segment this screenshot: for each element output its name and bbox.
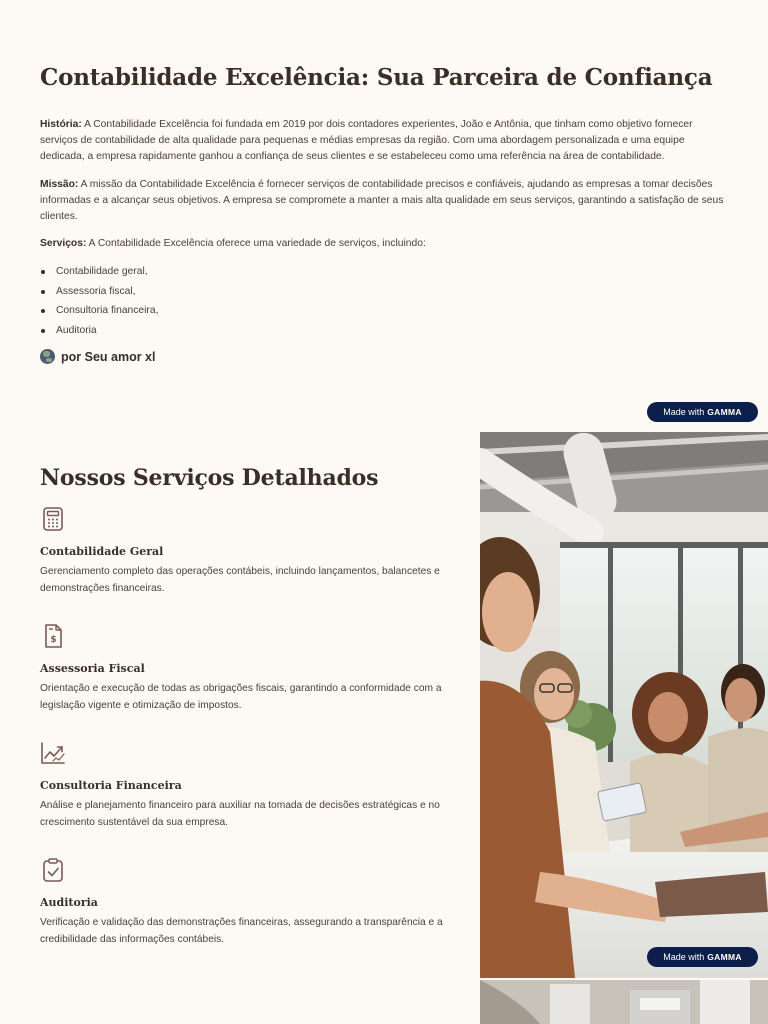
service-description: Verificação e validação das demonstrações financeiras, assegurando a transparência e a credibilidade das informações contábeis. bbox=[40, 917, 443, 945]
badge-brand: GAMMA bbox=[707, 952, 742, 962]
service-name: Contabilidade Geral bbox=[40, 545, 164, 558]
globe-icon bbox=[40, 349, 55, 364]
service-item-consultoria-financeira bbox=[40, 740, 445, 831]
mission-label: Missão: bbox=[40, 179, 79, 190]
badge-brand: GAMMA bbox=[707, 407, 742, 417]
mission-paragraph bbox=[40, 177, 730, 225]
services-text: A Contabilidade Excelência oferece uma variedade de serviços, incluindo: bbox=[86, 238, 426, 249]
service-description: Gerenciamento completo das operações contábeis, incluindo lançamentos, balancetes e demonstrações financeiras. bbox=[40, 566, 440, 594]
signature-text: por Seu amor xl bbox=[61, 349, 156, 364]
service-item-assessoria-fiscal bbox=[40, 623, 445, 714]
service-item-auditoria bbox=[40, 857, 445, 948]
mission-text: A missão da Contabilidade Excelência é fornecer serviços de contabilidade precisos e confiáveis, ajudando as empresas a tomar decisões informadas e a alcançar seus objetivos. A empresa se compromete a manter a mais alta qualidade em seus serviços, garantindo a satisfação de seus clientes. bbox=[40, 179, 724, 222]
badge-prefix: Made with bbox=[663, 407, 705, 417]
services-card bbox=[0, 432, 768, 1024]
page-title: Contabilidade Excelência: Sua Parceira de Confiança bbox=[40, 64, 713, 91]
services-label: Serviços: bbox=[40, 238, 87, 249]
made-with-gamma-badge[interactable] bbox=[647, 402, 758, 422]
made-with-gamma-badge[interactable] bbox=[647, 947, 758, 967]
document-dollar-icon bbox=[40, 623, 66, 649]
service-name: Auditoria bbox=[40, 896, 98, 909]
list-item: Assessoria fiscal, bbox=[40, 282, 158, 302]
office-ceiling-photo bbox=[480, 980, 768, 1024]
service-description: Análise e planejamento financeiro para auxiliar na tomada de decisões estratégicas e no crescimento sustentável da sua empresa. bbox=[40, 800, 440, 828]
calculator-icon bbox=[40, 506, 66, 532]
services-paragraph bbox=[40, 236, 730, 252]
badge-prefix: Made with bbox=[663, 952, 705, 962]
svg-text:$: $ bbox=[50, 635, 57, 645]
service-name: Consultoria Financeira bbox=[40, 779, 182, 792]
clipboard-check-icon bbox=[40, 857, 66, 883]
list-item: Consultoria financeira, bbox=[40, 301, 158, 321]
history-paragraph bbox=[40, 117, 730, 165]
office-ceiling-illustration bbox=[480, 980, 768, 1024]
list-item: Auditoria bbox=[40, 321, 158, 341]
history-text: A Contabilidade Excelência foi fundada em 2019 por dois contadores experientes, João e Antônia, que tinham como objetivo fornecer serviços de contabilidade de alta qualidade para pequenas e médias empresas da região. Com uma abordagem personalizada e uma equipe dedicada, a empresa rapidamente ganhou a confiança de seus clientes e se estabeleceu como uma referência na área de contabilidade. bbox=[40, 119, 693, 162]
team-meeting-illustration bbox=[480, 432, 768, 978]
team-meeting-photo bbox=[480, 432, 768, 978]
author-signature bbox=[40, 349, 155, 364]
chart-trend-icon bbox=[40, 740, 66, 766]
service-description: Orientação e execução de todas as obrigações fiscais, garantindo a conformidade com a legislação vigente e otimização de impostos. bbox=[40, 683, 442, 711]
service-name: Assessoria Fiscal bbox=[40, 662, 145, 675]
list-item: Contabilidade geral, bbox=[40, 262, 158, 282]
services-list bbox=[40, 262, 158, 340]
service-item-contabilidade-geral bbox=[40, 506, 445, 597]
history-label: História: bbox=[40, 119, 82, 130]
about-card bbox=[0, 0, 768, 432]
section-title: Nossos Serviços Detalhados bbox=[40, 465, 379, 491]
